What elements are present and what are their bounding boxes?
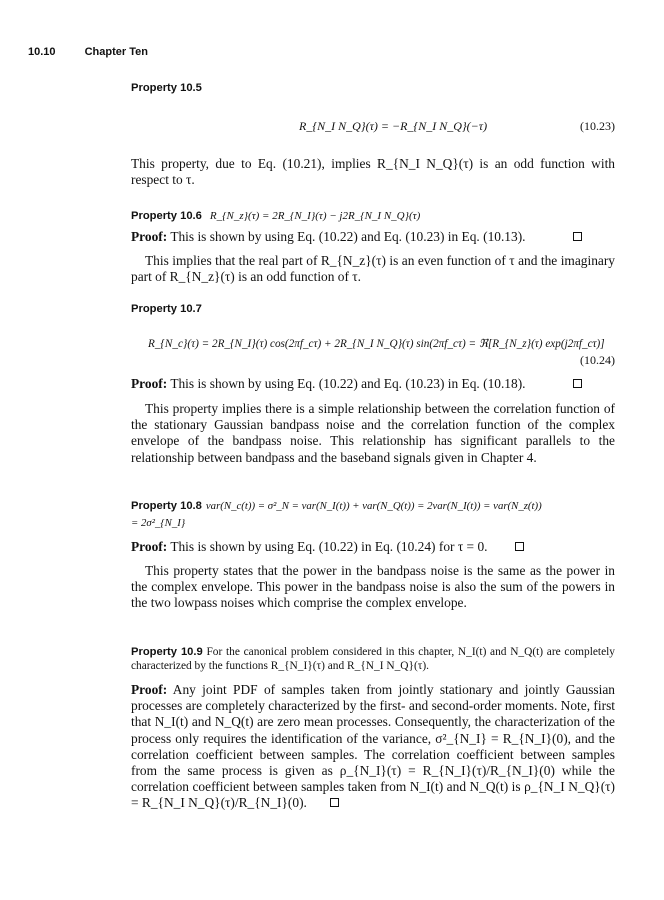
property-10-8-title: Property 10.8 [131,500,202,512]
property-10-9-title: Property 10.9 [131,646,203,658]
property-10-8-equation-cont: = 2σ²_{N_I} [131,517,186,529]
property-10-9-proof [131,682,615,812]
page-header [28,46,148,58]
proof-text: This is shown by using Eq. (10.22) and Eq. (10.23) in Eq. (10.18). [170,376,526,391]
property-10-6-equation: R_{N_z}(τ) = 2R_{N_I}(τ) − j2R_{N_I N_Q}(τ) [209,210,421,222]
proof-text: This is shown by using Eq. (10.22) in Eq. (10.24) for τ = 0. [170,539,488,554]
proof-text: Any joint PDF of samples taken from jointly stationary and jointly Gaussian processes are completely characterized by the first- and second-order moments. Note, first that N_I(t) and N_Q(t) are zero mean processes. Consequently, the characterization of the process only requires the identification of the variance, σ²_{N_I} = R_{N_I}(0), and the correlation coefficient between samples. The correlation coefficient between samples from the same process is given as ρ_{N_I}(τ) = R_{N_I}(τ)/R_{N_I}(0) while the correlation coefficient between samples taken from N_I(t) and N_Q(t) is ρ_{N_I N_Q}(τ) = R_{N_I N_Q}(τ)/R_{N_I}(0). [131,682,615,811]
property-10-7-proof [131,376,615,392]
equation-number-10-24: (10.24) [580,353,615,367]
property-10-8-heading [131,497,615,531]
property-10-9-heading [131,645,615,673]
page-number: 10.10 [28,46,56,58]
qed-box-icon [573,379,582,388]
proof-label: Proof: [131,376,168,391]
property-10-6-title: Property 10.6 [131,210,202,222]
equation-10-23-row [131,119,615,135]
chapter-title: Chapter Ten [84,46,148,58]
proof-label: Proof: [131,682,168,697]
property-10-6-text: This implies that the real part of R_{N_z}(τ) is an even function of τ and the imaginary part of R_{N_z}(τ) is an odd function of τ. [131,253,615,285]
equation-10-24-row [148,337,615,369]
property-10-9-statement: For the canonical problem considered in this chapter, N_I(t) and N_Q(t) are completely characterized by the functions R_{N_I}(τ) and R_{N_I N_Q}(τ). [131,646,615,672]
proof-label: Proof: [131,539,168,554]
qed-box-icon [515,542,524,551]
equation-10-23: R_{N_I N_Q}(τ) = −R_{N_I N_Q}(−τ) [299,119,488,133]
equation-10-24: R_{N_c}(τ) = 2R_{N_I}(τ) cos(2πf_cτ) + 2R_{N_I N_Q}(τ) sin(2πf_cτ) = ℜ[R_{N_z}(τ) exp(j2πf_cτ)] [148,338,605,350]
qed-box-icon [330,798,339,807]
property-10-5-text: This property, due to Eq. (10.21), implies R_{N_I N_Q}(τ) is an odd function with respect to τ. [131,156,615,188]
property-10-5-title: Property 10.5 [131,82,202,94]
property-10-8-proof [131,539,615,555]
property-10-6-proof [131,229,615,245]
property-10-8-text: This property states that the power in the bandpass noise is the same as the power in the complex envelope. This power in the bandpass noise is also the sum of the powers in the two lowpass noises which comprise the complex envelope. [131,563,615,611]
property-10-6-heading [131,206,615,224]
property-10-7-title: Property 10.7 [131,303,202,315]
property-10-8-equation: var(N_c(t)) = σ²_N = var(N_I(t)) + var(N_Q(t)) = 2var(N_I(t)) = var(N_z(t)) [205,500,542,512]
property-10-7-text: This property implies there is a simple relationship between the correlation function of the stationary Gaussian bandpass noise and the correlation function of the complex envelope of the bandpass noise. This relationship has significant parallels to the relationship between bandpass and the baseband signals given in Chapter 4. [131,401,615,465]
qed-box-icon [573,232,582,241]
proof-text: This is shown by using Eq. (10.22) and Eq. (10.23) in Eq. (10.13). [170,229,526,244]
equation-number-10-23: (10.23) [580,119,615,133]
proof-label: Proof: [131,229,168,244]
